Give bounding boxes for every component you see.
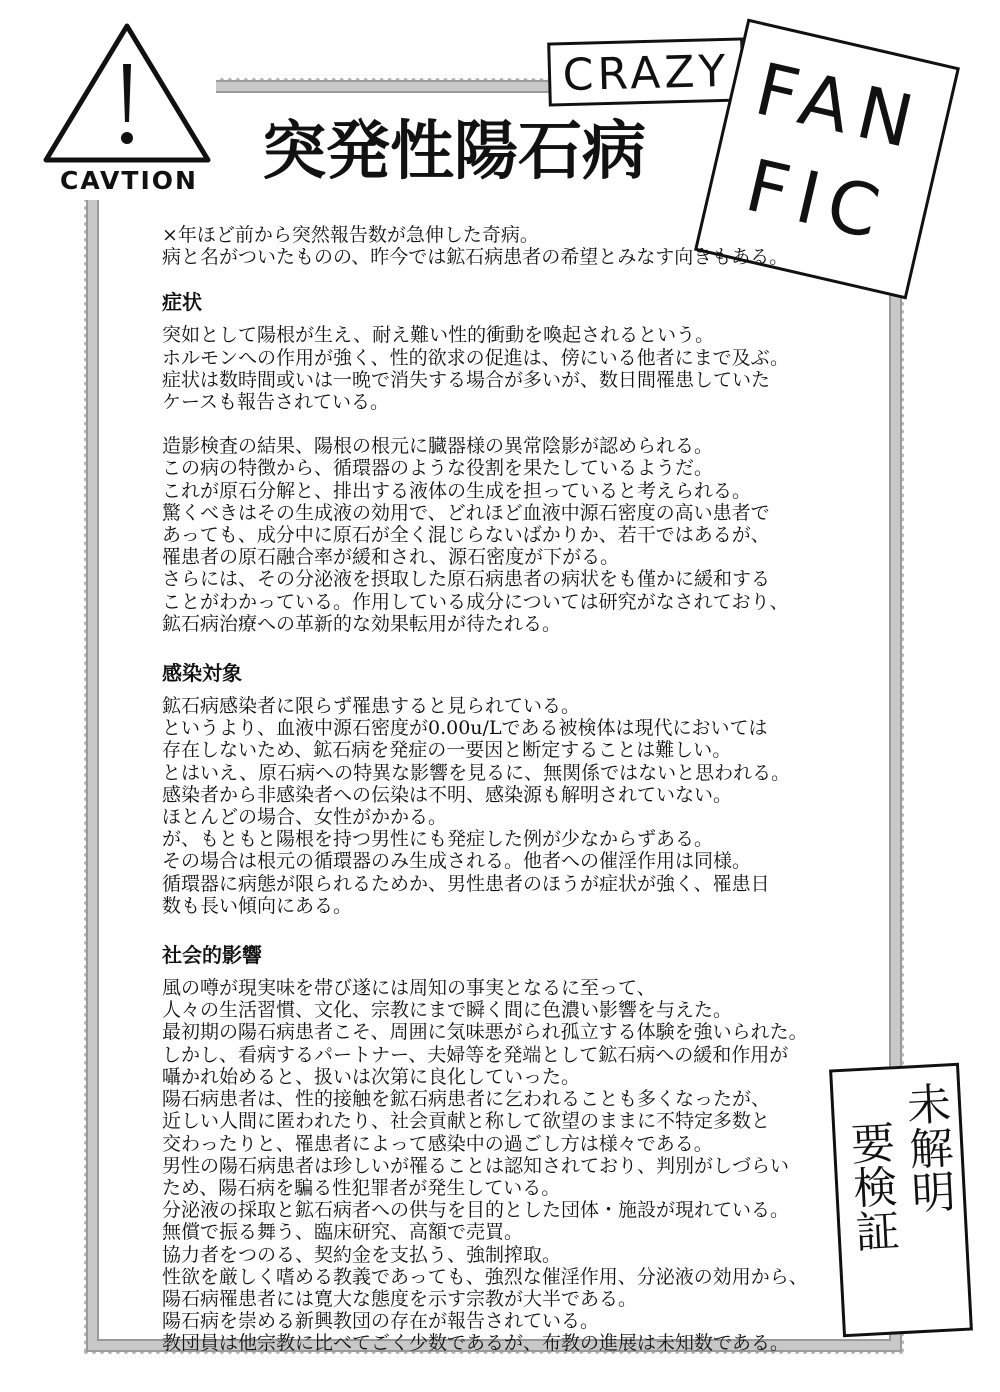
warning-triangle-exclamation-icon bbox=[38, 18, 216, 168]
body-line: とはいえ、原石病への特異な影響を見るに、無関係ではないと思われる。 bbox=[162, 761, 791, 784]
document-body bbox=[162, 224, 852, 1355]
body-line: ため、陽石病を騙る性犯罪者が発生している。 bbox=[162, 1176, 561, 1199]
intro-block bbox=[162, 224, 852, 268]
body-line: これが原石分解と、排出する液体の生成を担っていると考えられる。 bbox=[162, 479, 752, 502]
section-body-social-impact bbox=[162, 977, 852, 1354]
body-line: ホルモンへの作用が強く、性的欲求の促進は、傍にいる他者にまで及ぶ。 bbox=[162, 346, 790, 369]
intro-line: ×年ほど前から突然報告数が急伸した奇病。 bbox=[162, 224, 539, 246]
body-line: 造影検査の結果、陽根の根元に臓器様の異常陰影が認められる。 bbox=[162, 435, 714, 458]
body-line: 陽石病を崇める新興教団の存在が報告されている。 bbox=[162, 1310, 600, 1333]
intro-line: 病と名がついたものの、昨今では鉱石病患者の希望とみなす向きもある。 bbox=[162, 246, 789, 269]
body-line: 協力者をつのる、契約金を支払う、強制搾取。 bbox=[162, 1243, 562, 1266]
body-line: 教団員は他宗教に比べてごく少数であるが、布教の進展は未知数である。 bbox=[162, 1332, 790, 1355]
body-line: 数も長い傾向にある。 bbox=[162, 894, 353, 917]
body-line: ケースも報告されている。 bbox=[162, 391, 390, 414]
body-line: 突如として陽根が生え、耐え難い性的衝動を喚起されるという。 bbox=[162, 324, 715, 347]
body-line: ほとんどの場合、女性がかかる。 bbox=[162, 806, 448, 829]
body-line: 囁かれ始めると、扱いは次第に良化していった。 bbox=[162, 1065, 581, 1088]
section-heading-social-impact: 社会的影響 bbox=[162, 943, 262, 968]
body-line: しかし、看病するパートナー、夫婦等を発端として鉱石病への緩和作用が bbox=[162, 1043, 789, 1066]
body-line: その場合は根元の循環器のみ生成される。他者への催淫作用は同様。 bbox=[162, 850, 752, 873]
body-line: ことがわかっている。作用している成分については研究がなされており、 bbox=[162, 590, 789, 613]
body-line: あっても、成分中に原石が全く混じらないばかりか、若干ではあるが、 bbox=[162, 524, 770, 547]
body-line: 鉱石病治療への革新的な効果転用が待たれる。 bbox=[162, 612, 562, 635]
crazy-label: CRAZY bbox=[562, 45, 730, 102]
body-line: 分泌液の採取と鉱石病者への供与を目的とした団体・施設が現れている。 bbox=[162, 1199, 790, 1222]
body-line: 性欲を厳しく嗜める教義であっても、強烈な催淫作用、分泌液の効用から、 bbox=[162, 1265, 808, 1288]
body-line: 陽石病罹患者には寛大な態度を示す宗教が大半である。 bbox=[162, 1287, 638, 1310]
body-line: 無償で振る舞う、臨床研究、高額で売買。 bbox=[162, 1221, 524, 1244]
body-line: 近しい人間に匿われたり、社会貢献と称して欲望のままに不特定多数と bbox=[162, 1110, 771, 1133]
fan-label: FAN bbox=[747, 46, 931, 167]
body-line: 驚くべきはその生成液の効用で、どれほど血液中源石密度の高い患者で bbox=[162, 501, 770, 524]
section-body-infection-targets bbox=[162, 695, 852, 917]
page-title: 突発性陽石病 bbox=[262, 114, 646, 189]
body-line: 人々の生活習慣、文化、宗教にまで瞬く間に色濃い影響を与えた。 bbox=[162, 999, 733, 1022]
section-body-symptoms bbox=[162, 324, 852, 635]
body-line: が、もともと陽根を持つ男性にも発症した例が少なからずある。 bbox=[162, 828, 714, 851]
body-line: 存在しないため、鉱石病を発症の一要因と断定することは難しい。 bbox=[162, 739, 732, 762]
section-heading-infection-targets: 感染対象 bbox=[162, 661, 242, 686]
stamp-text-unexplained: 未解明 bbox=[897, 1080, 956, 1215]
stamp-text-needs-verification: 要検証 bbox=[841, 1119, 900, 1254]
caution-label: CAVTION bbox=[60, 166, 198, 195]
body-line: 最初期の陽石病患者こそ、周囲に気味悪がられ孤立する体験を強いられた。 bbox=[162, 1021, 808, 1044]
body-line: 感染者から非感染者への伝染は不明、感染源も解明されていない。 bbox=[162, 783, 733, 806]
body-line: 鉱石病感染者に限らず罹患すると見られている。 bbox=[162, 695, 581, 718]
body-line: 罹患者の原石融合率が緩和され、源石密度が下がる。 bbox=[162, 546, 620, 569]
unverified-stamp bbox=[829, 1063, 973, 1337]
section-heading-symptoms: 症状 bbox=[162, 290, 202, 315]
crazy-label-box bbox=[547, 37, 745, 106]
fic-label: FIC bbox=[738, 142, 897, 257]
body-line: というより、血液中源石密度が0.00u/Lである被検体は現代においては bbox=[162, 717, 768, 740]
body-line: 循環器に病態が限られるためか、男性患者のほうが症状が強く、罹患日 bbox=[162, 872, 770, 895]
caution-badge bbox=[38, 18, 216, 200]
body-line: 風の噂が現実味を帯び遂には周知の事実となるに至って、 bbox=[162, 977, 656, 1000]
body-line: 男性の陽石病患者は珍しいが罹ることは認知されており、判別がしづらい bbox=[162, 1154, 790, 1177]
body-line: 陽石病患者は、性的接触を鉱石病患者に乞われることも多くなったが、 bbox=[162, 1088, 771, 1111]
body-line: さらには、その分泌液を摂取した原石病患者の病状をも僅かに緩和する bbox=[162, 568, 771, 591]
body-line: 交わったりと、罹患者によって感染中の過ごし方は様々である。 bbox=[162, 1132, 713, 1155]
body-line: この病の特徴から、循環器のような役割を果たしているようだ。 bbox=[162, 457, 714, 480]
body-line: 症状は数時間或いは一晩で消失する場合が多いが、数日間罹患していた bbox=[162, 368, 771, 391]
